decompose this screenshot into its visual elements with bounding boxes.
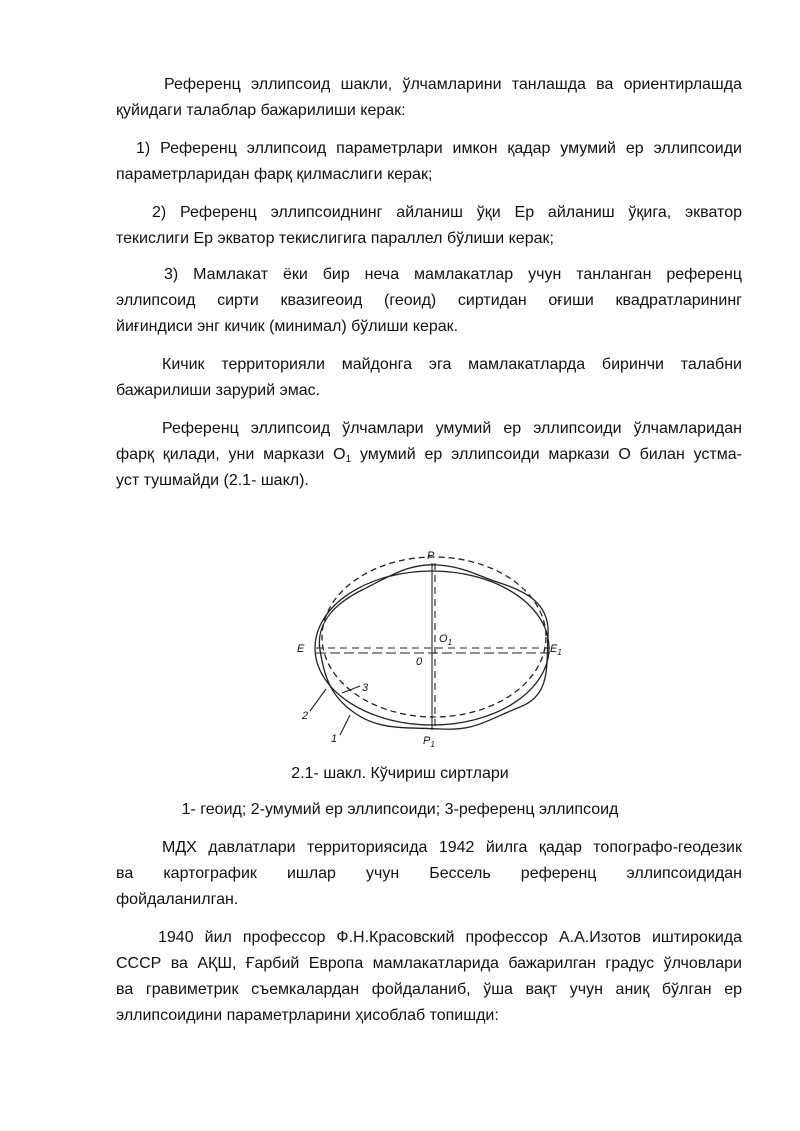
label-O1 bbox=[439, 633, 452, 647]
paragraph-requirement-1 bbox=[116, 136, 742, 188]
leader-line-1 bbox=[340, 715, 350, 735]
label-P: P bbox=[427, 550, 435, 562]
text-line: СССР ва АҚШ, Ғарбий Европа мамлакатларида бажарилган градус ўлчовлари bbox=[116, 955, 742, 972]
label-O: 0 bbox=[416, 656, 423, 668]
paragraph-center-offset bbox=[116, 416, 742, 494]
text-line: 1940 йил профессор Ф.Н.Красовский профессор А.А.Изотов иштирокида bbox=[158, 929, 742, 946]
text-line: фойдаланилган. bbox=[116, 891, 239, 908]
label-O1-main: O bbox=[439, 633, 448, 645]
text-segment: фарқ қилади, уни маркази O bbox=[116, 446, 346, 463]
paragraph-small-territory bbox=[116, 352, 742, 404]
text-line: эллипсоидини параметрларини ҳисоблаб топишди: bbox=[116, 1007, 499, 1024]
text-line: параметрларидан фарқ қилмаслиги керак; bbox=[116, 166, 433, 183]
leader-line-2 bbox=[310, 689, 326, 711]
paragraph-requirement-2 bbox=[116, 200, 742, 252]
label-E1-sub: 1 bbox=[557, 648, 562, 657]
text-line: бажарилиши зарурий эмас. bbox=[116, 382, 321, 399]
text-segment: умумий ер эллипсоиди маркази O билан устма- bbox=[351, 446, 742, 463]
reference-ellipsoid-curve bbox=[322, 557, 546, 717]
text-line: уст тушмайди (2.1- шакл). bbox=[116, 472, 309, 489]
text-line: текислиги Ер экватор текислигига параллел бўлиши керак; bbox=[116, 230, 554, 247]
text-line bbox=[116, 442, 742, 468]
text-line: ва гравиметрик съемкалардан фойдаланиб, ўша вақт учун аниқ бўлган ер bbox=[116, 981, 742, 998]
label-O1-sub: 1 bbox=[447, 638, 453, 647]
text-line: эллипсоид сирти квазигеоид (геоид) сиртидан оғиши квадратларининг bbox=[116, 292, 742, 309]
label-E: E bbox=[297, 643, 305, 655]
text-line: ва картографик ишлар учун Бессель референц эллипсоидидан bbox=[116, 865, 742, 882]
leader-line-3 bbox=[342, 686, 360, 693]
label-P1-sub: 1 bbox=[430, 740, 435, 749]
text-line: Кичик территорияли майдонга эга мамлакатларда биринчи талабни bbox=[162, 356, 742, 373]
paragraph-krasovsky bbox=[116, 925, 742, 1029]
label-E1 bbox=[550, 643, 562, 657]
text-line: 2) Референц эллипсоиднинг айланиш ўқи Ер айланиш ўқига, экватор bbox=[152, 204, 742, 221]
label-2: 2 bbox=[302, 710, 309, 722]
label-1: 1 bbox=[331, 733, 338, 745]
label-3: 3 bbox=[362, 682, 369, 694]
figure-surfaces-diagram bbox=[280, 545, 580, 755]
paragraph-requirement-3 bbox=[116, 262, 742, 340]
text-line: 3) Мамлакат ёки бир неча мамлакатлар учун танланган референц bbox=[164, 266, 742, 283]
subscript: 1 bbox=[345, 454, 352, 465]
paragraph-bessel bbox=[116, 835, 742, 913]
text-line: қуйидаги талаблар бажарилиши керак: bbox=[116, 102, 406, 119]
text-line: Референц эллипсоид шакли, ўлчамларини танлашда ва ориентирлашда bbox=[164, 76, 742, 93]
figure-legend: 1- геоид; 2-умумий ер эллипсоиди; 3-референц эллипсоид bbox=[181, 801, 619, 818]
figure-caption: 2.1- шакл. Кўчириш сиртлари bbox=[291, 765, 509, 782]
text-line: йиғиндиси энг кичик (минимал) бўлиши керак. bbox=[116, 318, 459, 335]
paragraph-requirements-intro bbox=[116, 72, 742, 124]
text-line: МДХ давлатлари территориясида 1942 йилга қадар топографо-геодезик bbox=[162, 839, 742, 856]
text-line: 1) Референц эллипсоид параметрлари имкон қадар умумий ер эллипсоиди bbox=[136, 140, 742, 157]
text-line: Референц эллипсоид ўлчамлари умумий ер эллипсоиди ўлчамларидан bbox=[162, 420, 742, 437]
label-P1-main: P bbox=[423, 735, 431, 747]
label-P1 bbox=[423, 735, 435, 749]
label-E1-main: E bbox=[550, 643, 558, 655]
